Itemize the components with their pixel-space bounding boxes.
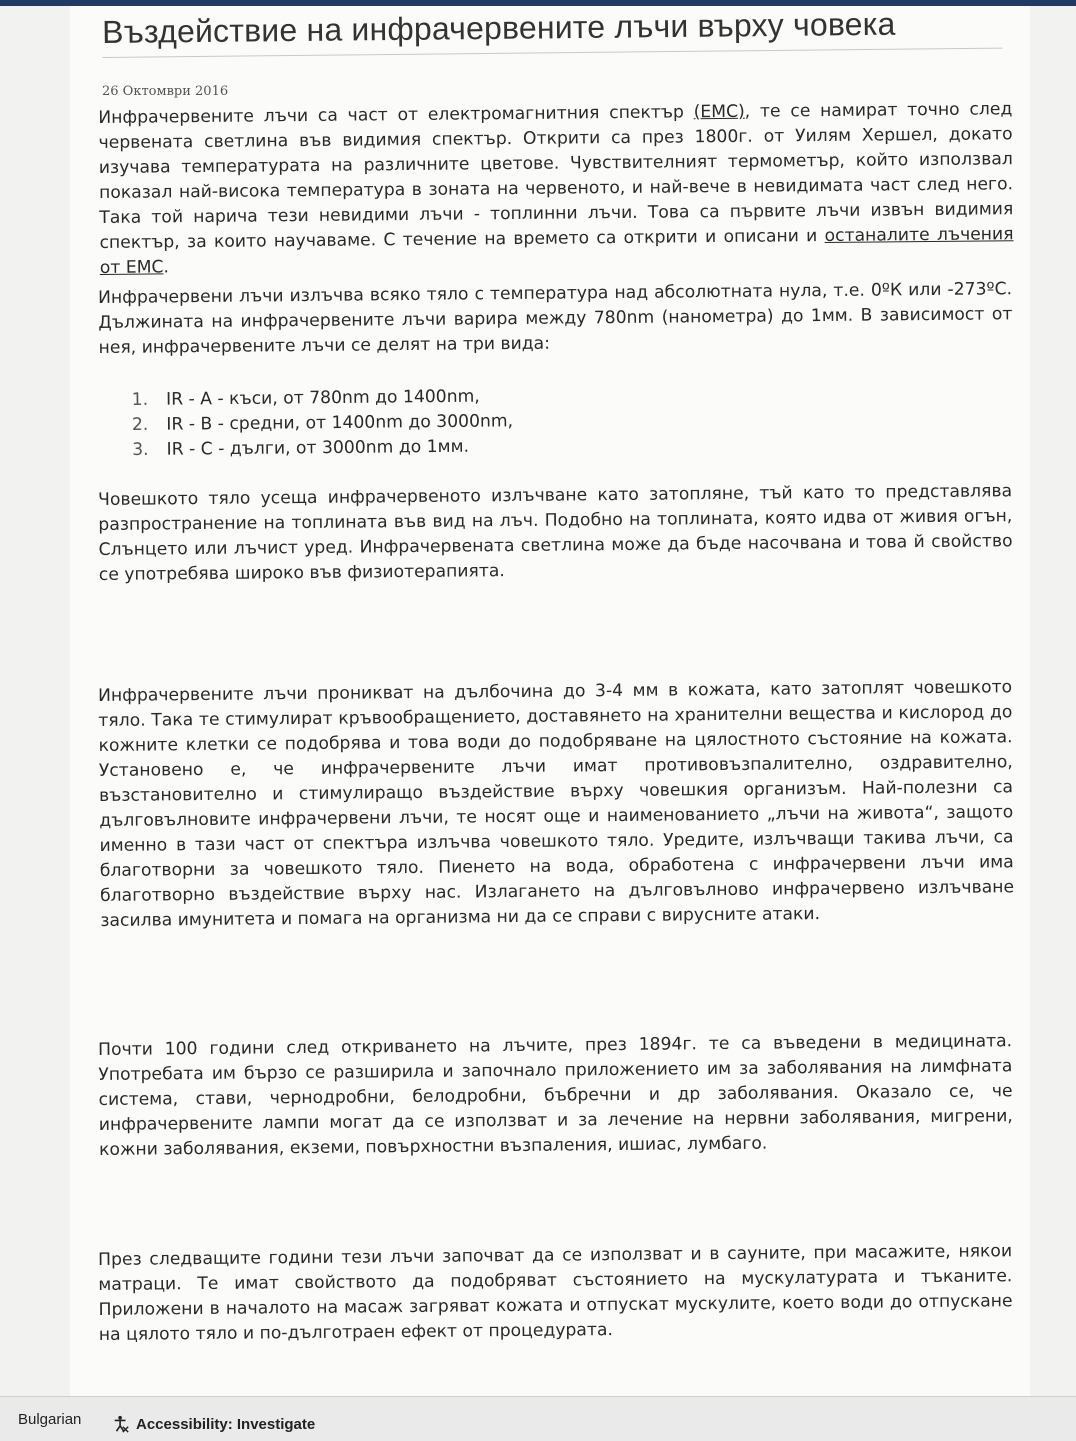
ir-types-list [130,381,831,463]
accessibility-icon [112,1415,130,1433]
paragraph-sauna: През следващите години тези лъчи започват да се използват и в сауните, при масажите, някои матраци. Те имат свойството да подобряват състоянието на мускулатурата и тъканите. Приложени в началото на масаж загряват кожата и отпускат мускулите, което води до отпускане на цялото тяло и по-дълготраен ефект от процедурата. [98,1241,1013,1345]
list-text: IR - A - къси, от 780nm до 1400nm, [166,386,480,410]
list-number: 3. [132,439,149,460]
list-number: 2. [131,414,149,435]
list-item [130,431,830,463]
list-number: 1. [131,389,149,410]
document-page[interactable] [70,6,1030,1396]
paragraph-wavelength: Инфрачервени лъчи излъчва всяко тяло с температура над абсолютната нула, т.е. 0ºК или -273ºС. Дължината на инфрачервените лъчи варира между 780nm (нанометра) до 1мм. В зависимост от нея, инфрачервените лъчи се делят на три вида: [98,279,1013,358]
accessibility-label: Accessibility: Investigate [136,1415,316,1433]
paragraph-medicine: Почти 100 години след откриването на лъчите, през 1894г. те са въведени в медицината. Употребата им бързо се разширила и започнало приложението им за заболявания на лимфната система, стави, чернодробни, белодробни, бъбречни и др заболявания. Оказало се, че инфрачервените лампи могат да се използват и за лечение на нервни заболявания, мигрени, кожни заболявания, екземи, повърхностни възпаления, ишиас, лумбаго. [98,1031,1013,1160]
other-radiation-link[interactable]: останалите лъчения от ЕМС [99,224,1014,278]
intro-text-middle: , те се намират точно след червената светлина във видимия спектър. Открити са през 1800г. от Уилям Хершел, докато изучава температурата на различните цветове. Чувствителният термометър, който използвал показал най-висока температура в зоната на червеното, и най-вече в невидимата част след него. Така той нарича тези невидими лъчи - топлинни лъчи. Това са първите лъчи извън видимия спектър, за които научаваме. С течение на времето са открити и описани и [98,99,1014,253]
paragraph-perception: Човешкото тяло усеща инфрачервеното излъчване като затопляне, тъй като то представлява разпространение на топлината във вид на лъч. Подобно на топлината, която идва от живия огън, Слънцето или лъчист уред. Инфрачервената светлина може да бъде насочвана и това й свойство се употребява широко във физиотерапията. [98,481,1013,585]
emc-link[interactable]: (ЕМС) [693,101,745,123]
language-indicator[interactable]: Bulgarian [18,1411,82,1428]
paragraph-penetration: Инфрачервените лъчи проникват на дълбочина до 3-4 мм в кожата, като затоплят човешкото тяло. Така те стимулират кръвообращението, доставянето на хранителни вещества и кислород до кожните клетки се подобрява и това води до подобряване на цялостното състояние на кожата. Установено е, че инфрачервените лъчи имат противовъзпалително, оздравително, възстановително и стимулиращо въздействие върху човешкия организъм. Най-полезни са дълговълновите инфрачервени лъчи, те носят още и наименованието „лъчи на живота“, защото именно в тази част от спектъра излъчва човешкото тяло. Уредите, излъчващи такива лъчи, са благотворни за човешкото тяло. Пиенето на вода, обработена с инфрачервени лъчи има благотворно въздействие върху нас. Излагането на дълговълново инфрачервено излъчване засилва имунитета и помага на организма ни да се справи с вирусните атаки. [98,677,1015,931]
document-title: Въздействие на инфрачервените лъчи върху човека [102,5,1002,58]
list-text: IR - C - дълги, от 3000nm до 1мм. [166,436,470,460]
status-bar [0,1396,1076,1441]
document-date: 26 Октомври 2016 [102,84,229,99]
intro-text-end: . [163,257,170,278]
accessibility-status[interactable] [112,1415,315,1433]
intro-text-start: Инфрачервените лъчи са част от електромагнитния спектър [98,102,694,128]
list-text: IR - B - средни, от 1400nm до 3000nm, [166,411,514,435]
paragraph-intro [98,72,1014,281]
